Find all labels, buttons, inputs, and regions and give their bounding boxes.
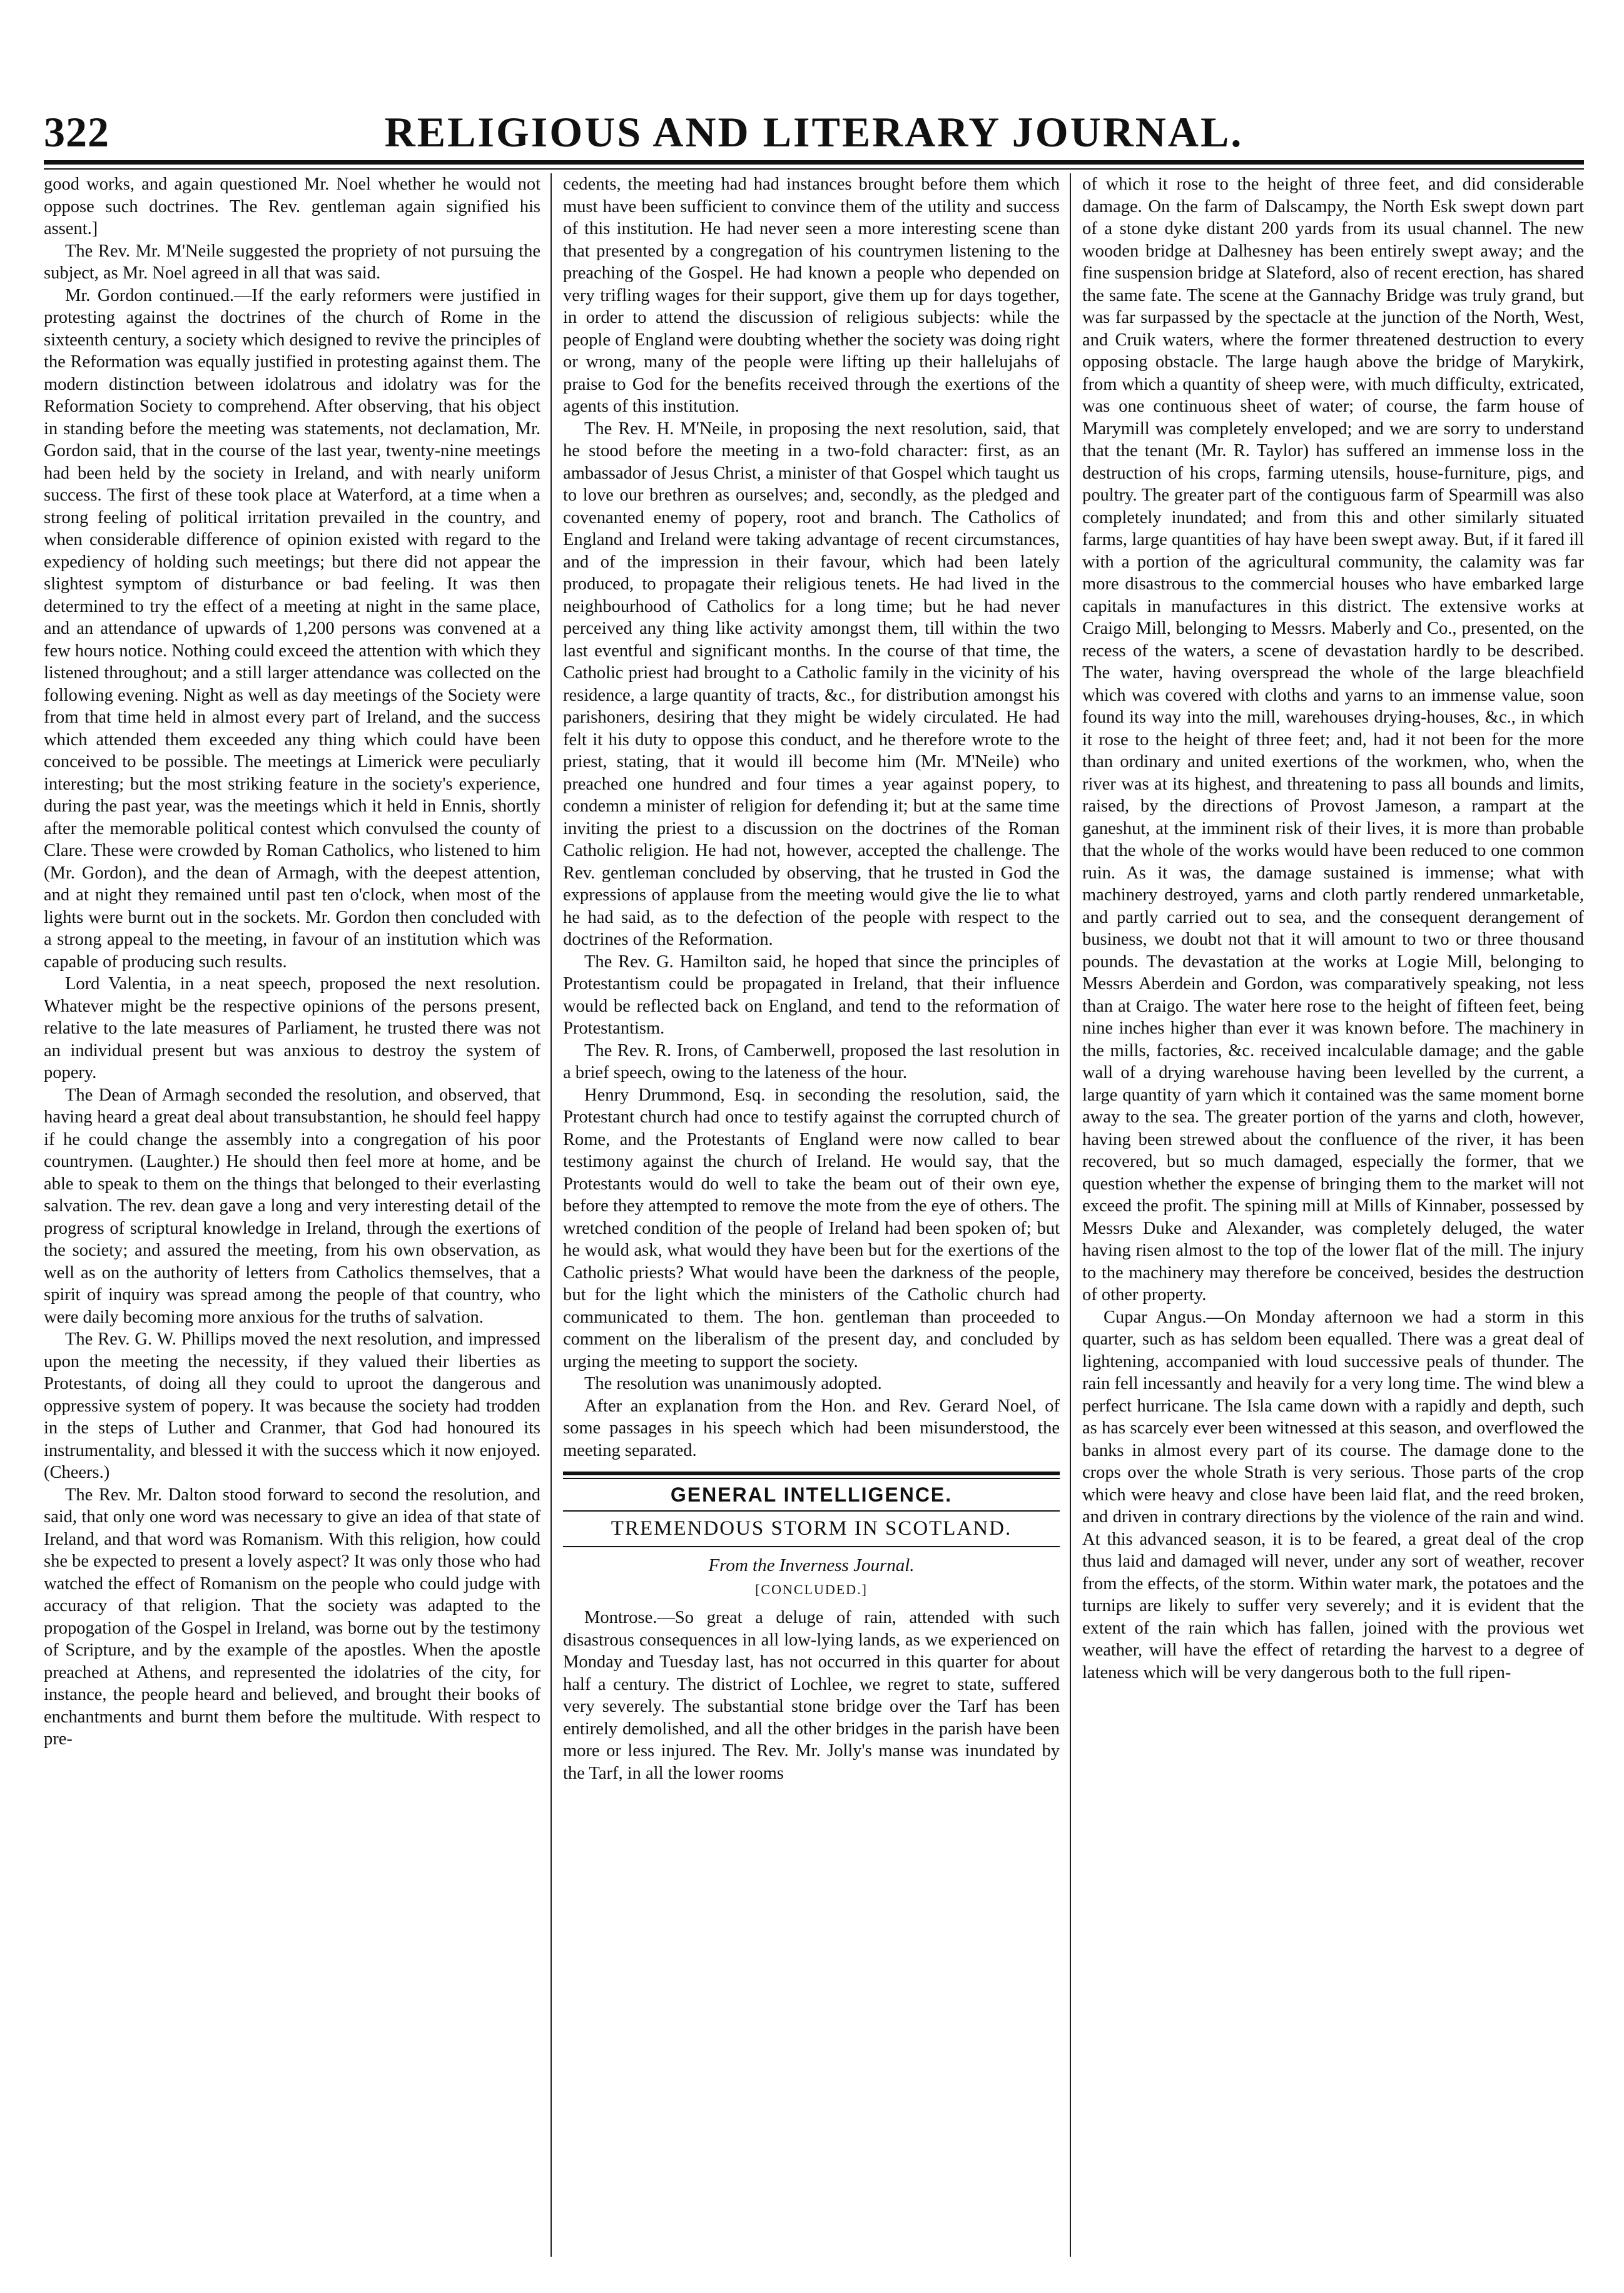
paragraph: The Rev. R. Irons, of Camberwell, proposed the last resolution in a brief speech, owing to the lateness of the hour. xyxy=(563,1040,1060,1082)
column-right xyxy=(1082,173,1584,2257)
heading-rule xyxy=(563,1510,1060,1512)
page-header xyxy=(44,105,1584,159)
source-line: From the Inverness Journal. xyxy=(708,1555,915,1575)
paragraph: The Rev. G. W. Phillips moved the next resolution, and impressed upon the meeting the necessity, if they valued their liberties as Protestants, of doing all they could to uproot the dangerous and oppressive system of popery. It was because the society had trodden in the steps of Luther and Cranmer, that God had honoured its instrumentality, and blessed it with the success which it now enjoyed. (Cheers.) xyxy=(44,1330,540,1482)
section-break xyxy=(563,1472,1060,1600)
paragraph: Montrose.—So great a deluge of rain, attended with such disastrous consequences in all low-lying lands, as we experienced on Monday and Tuesday last, has not occurred in this quarter for about half a century. The district of Lochlee, we regret to state, suffered very severely. The substantial stone bridge over the Tarf has been entirely demolished, and all the other bridges in the parish have been more or less injured. The Rev. Mr. Jolly's manse was inundated by the Tarf, in all the lower rooms xyxy=(563,1608,1060,1783)
paragraph: cedents, the meeting had had instances brought before them which must have been sufficient to convince them of the utility and success of this institution. He had never seen a more interesting scene than that presented by a congregation of his countrymen listening to the preaching of the Gospel. He had known a people who depended on very trifling wages for their support, give them up for days together, in order to attend the discussion of religious subjects: while the people of England were doubting whether the society was doing right or wrong, many of the people were lifting up their hallelujahs of praise to God for the benefits received through the exertions of the agents of this institution. xyxy=(563,175,1060,416)
heading-rule xyxy=(563,1546,1060,1547)
section-heading: GENERAL INTELLIGENCE. xyxy=(670,1483,953,1506)
page-number: 322 xyxy=(44,108,109,156)
column-middle xyxy=(563,173,1060,2257)
column-left xyxy=(44,173,540,2257)
paragraph: Cupar Angus.—On Monday afternoon we had a storm in this quarter, such as has seldom been equalled. There was a great deal of lightening, accompanied with loud successive peals of thunder. The rain fell incessantly and heavily for a very long time. The wind blew a perfect hurricane. The Isla came down with a rapidly and depth, such as has scarcely ever been witnessed at this season, and overflowed the banks in almost every part of its course. The damage done to the crops over the whole Strath is very serious. Those parts of the crop which were heavy and close have been laid flat, and the reed broken, and driven in contrary directions by the violence of the rain and wind. At this advanced season, it is to be feared, a great deal of the crop thus laid and damaged will never, under any sort of weather, recover from the effects, of the storm. Within water mark, the potatoes and the turnips are likely to suffer very severely; and it is evident that the extent of the rain which has fallen, joined with the provious wet weather, will have the effect of retarding the harvest to a degree of lateness which will be very dangerous both to the full ripen- xyxy=(1082,1307,1584,1682)
paragraph: After an explanation from the Hon. and Rev. Gerard Noel, of some passages in his speech which had been misunderstood, the meeting separated. xyxy=(563,1396,1060,1460)
continued-note: [CONCLUDED.] xyxy=(755,1581,868,1597)
paragraph: of which it rose to the height of three feet, and did considerable damage. On the farm of Dalscampy, the North Esk swept down part of a stone dyke distant 200 yards from its usual channel. The new wooden bridge at Dalhesney has been entirely swept away; and the fine suspension bridge at Slateford, also of recent erection, has shared the same fate. The scene at the Gannachy Bridge was truly grand, but was far surpassed by the spectacle at the junction of the North, West, and Cruik waters, where the former threatened destruction to every opposing obstacle. The large haugh above the bridge of Marykirk, from which a quantity of sheep were, with much difficulty, extricated, was one continuous sheet of water; of course, the farm house of Marymill was completely enveloped; and we are sorry to understand that the tenant (Mr. R. Taylor) has suffered an immense loss in the destruction of his crops, farming utensils, house-furniture, pigs, and poultry. The greater part of the contiguous farm of Spearmill was also completely inundated; and from this and other similarly situated farms, large quantities of hay have been swept away. But, if it fared ill with a portion of the agricultural community, the calamity was far more disastrous to the commercial houses who have embarked large capitals in manufactures in this district. The extensive works at Craigo Mill, belonging to Messrs. Maberly and Co., presented, on the recess of the waters, a scene of devastation hardly to be described. The water, having overspread the whole of the large bleachfield which was covered with cloths and yarns to an immense value, soon found its way into the mill, warehouses drying-houses, &c., in which it rose to the height of three feet; and, had it not been for the more than ordinary and united exertions of the workmen, who, when the river was at its highest, and threatening to pass all bounds and limits, raised, by the directions of Provost Jameson, a rampart at the ganeshut, at the imminent risk of their lives, it is more than probable that the whole of the works would have been reduced to one common ruin. As it was, the damage sustained is immense; what with machinery destroyed, yarns and cloth partly rendered unmarketable, and partly carried out to sea, and the consequent derangement of business, we doubt not that it will amount to two or three thousand pounds. The devastation at the works at Logie Mill, belonging to Messrs Aberdein and Gordon, was comparatively speaking, not less than at Craigo. The water here rose to the height of fifteen feet, being nine inches higher than ever it was known before. The machinery in the mills, factories, &c. received incalculable damage; and the gable wall of a drying warehouse having been levelled by the current, a large quantity of yarn which it contained was the same moment borne away to the sea. The greater portion of the yarns and cloth, however, having been strewed about the confluence of the river, it has been recovered, but so much damaged, especially the former, that we question whether the expense of bringing them to the market will not exceed the profit. The spining mill at Mills of Kinnaber, possessed by Messrs Duke and Alexander, was completely deluged, the water having risen almost to the top of the lower flat of the mill. The injury to the machinery may therefore be conceived, besides the destruction of other property. xyxy=(1082,175,1584,1304)
running-title: RELIGIOUS AND LITERARY JOURNAL. xyxy=(384,108,1244,156)
paragraph: good works, and again questioned Mr. Noel whether he would not oppose such doctrines. The Rev. gentleman again signified his assent.] xyxy=(44,175,540,238)
article-heading: TREMENDOUS STORM IN SCOTLAND. xyxy=(611,1517,1012,1540)
paragraph: The resolution was unanimously adopted. xyxy=(584,1374,882,1393)
header-rule-thin xyxy=(44,168,1584,170)
column-divider xyxy=(1070,173,1071,2257)
paragraph: The Rev. G. Hamilton said, he hoped that since the principles of Protestantism could be propagated in Ireland, that their influence would be reflected back on England, and tend to the reformation of Protestantism. xyxy=(563,952,1060,1038)
header-rule xyxy=(44,160,1584,165)
paragraph: The Rev. Mr. Dalton stood forward to second the resolution, and said, that only one word was necessary to give an idea of that state of Ireland, and that word was Romanism. With this religion, how could she be expected to present a lovely aspect? It was only those who had watched the effect of Romanism on the people who could judge with accuracy of that religion. That the society was adapted to the propogation of the Gospel in Ireland, was borne out by the testimony of Scripture, and by the example of the apostles. When the apostle preached at Athens, and represented the idolatries of the city, for instance, the people heard and believed, and brought their books of enchantments and burnt them before the multitude. With respect to pre- xyxy=(44,1485,540,1749)
paragraph: The Dean of Armagh seconded the resolution, and observed, that having heard a great deal about transubstantion, he should feel happy if he could change the assembly into a congregation of his poor countrymen. (Laughter.) He should then feel more at home, and be able to speak to them on the things that belonged to their everlasting salvation. The rev. dean gave a long and very interesting detail of the progress of scriptural knowledge in Ireland, through the exertions of the society; and assured the meeting, from his own observation, as well as on the authority of letters from Catholics themselves, that a spirit of inquiry was spread among the people of that country, who were daily becoming more anxious for the truths of salvation. xyxy=(44,1085,540,1327)
paragraph: Lord Valentia, in a neat speech, proposed the next resolution. Whatever might be the respective opinions of the persons present, relative to the late measures of Parliament, he trusted there was not an individual present but was anxious to destroy the system of popery. xyxy=(44,974,540,1082)
paragraph: Henry Drummond, Esq. in seconding the resolution, said, the Protestant church had once to testify against the corrupted church of Rome, and the Protestants of England were now called to bear testimony against the church of Ireland. He would say, that the Protestants would do well to take the beam out of their own eye, before they attempted to remove the mote from the eye of others. The wretched condition of the people of Ireland had been spoken of; but he would ask, what would they have been but for the exertions of the Catholic priests? What would have been the darkness of the people, but for the light which the ministers of the Catholic church had communicated to them. The hon. gentleman than proceeded to comment on the liberalism of the present day, and concluded by urging the meeting to support the society. xyxy=(563,1085,1060,1371)
section-rule xyxy=(563,1472,1060,1475)
paragraph: The Rev. H. M'Neile, in proposing the next resolution, said, that he stood before the meeting in a two-fold character: first, as an ambassador of Jesus Christ, a minister of that Gospel which taught us to love our brethren as ourselves; and, secondly, as the pledged and covenanted enemy of popery, root and branch. The Catholics of England and Ireland were taking advantage of recent circumstances, and of the impression in their favour, which had been lately produced, to propagate their religious tenets. He had lived in the neighbourhood of Catholics for a long time; but he had never perceived any thing like activity amongst them, till within the two last eventful and significant months. In the course of that time, the Catholic priest had brought to a Catholic family in the vicinity of his residence, a large quantity of tracts, &c., for distribution amongst his parishoners, desiring that they might be widely circulated. He had felt it his duty to oppose this conduct, and he therefore wrote to the priest, stating, that it would ill become him (Mr. M'Neile) who preached one hundred and four times a year against popery, to condemn a minister of religion for defending it; but at the same time inviting the priest to a discussion on the doctrines of the Roman Catholic religion. He had not, however, accepted the challenge. The Rev. gentleman concluded by observing, that he trusted in God the expressions of applause from the meeting would give the lie to what he had said, as to the defection of the people with respect to the doctrines of the Reformation. xyxy=(563,419,1060,949)
column-divider xyxy=(551,173,552,2257)
paragraph: Mr. Gordon continued.—If the early reformers were justified in protesting against the doctrines of the church of Rome in the sixteenth century, a society which designed to revive the principles of the Reformation was equally justified in protesting against them. The modern distinction between idolatrous and idolatry was for the Reformation Society to comprehend. After observing, that his object in standing before the meeting was statements, not declamation, Mr. Gordon said, that in the course of the last year, twenty-nine meetings had been held by the society in Ireland, and with nearly uniform success. The first of these took place at Waterford, at a time when a strong feeling of political irritation prevailed in the country, and when considerable difference of opinion existed with regard to the expediency of holding such meetings; but there did not appear the slightest symptom of disturbance or bad feeling. It was then determined to try the effect of a meeting at night in the same place, and an attendance of upwards of 1,200 persons was convened at a few hours notice. Nothing could exceed the attention with which they listened throughout; and a still larger attendance was collected on the following evening. Night as well as day meetings of the Society were from that time held in almost every part of Ireland, and the success which attended them exceeded any thing which could have been conceived to be possible. The meetings at Limerick were peculiarly interesting; but the most striking feature in the society's experience, during the past year, was the meetings which it held in Ennis, shortly after the memorable political contest which convulsed the county of Clare. These were crowded by Roman Catholics, who listened to him (Mr. Gordon), and the dean of Armagh, with the deepest attention, and at night they remained until past ten o'clock, when most of the lights were burnt out in the sockets. Mr. Gordon then concluded with a strong appeal to the meeting, in favour of an institution which was capable of producing such results. xyxy=(44,285,540,972)
paragraph: The Rev. Mr. M'Neile suggested the propriety of not pursuing the subject, as Mr. Noel agreed in all that was said. xyxy=(44,241,540,283)
section-rule-thin xyxy=(563,1478,1060,1479)
